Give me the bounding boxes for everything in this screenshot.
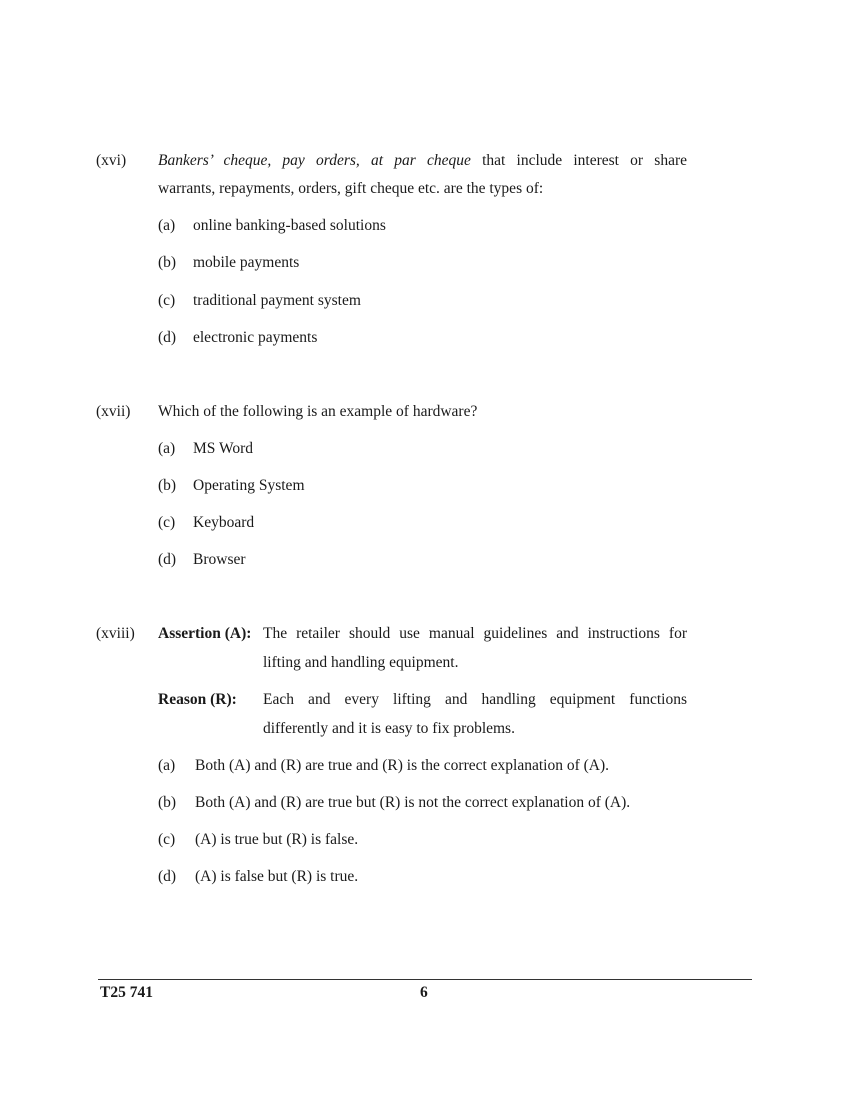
option-letter: (b): [158, 254, 177, 271]
option-text: Browser: [193, 551, 246, 568]
question-number: (xvii): [96, 403, 131, 420]
option-letter: (c): [158, 514, 176, 531]
option-letter: (a): [158, 217, 176, 234]
assertion-text-line-2: lifting and handling equipment.: [263, 654, 459, 671]
option-text: electronic payments: [193, 329, 318, 346]
option-letter: (a): [158, 440, 176, 457]
assertion-text-line-1: The retailer should use manual guidelines and instructions for: [263, 625, 687, 642]
option-text: Operating System: [193, 477, 305, 494]
reason-text-line-2: differently and it is easy to fix problems.: [263, 720, 515, 737]
assertion-label: Assertion (A):: [158, 625, 252, 642]
question-stem-line-2: warrants, repayments, orders, gift cheque etc. are the types of:: [158, 180, 544, 197]
option-letter: (d): [158, 868, 177, 885]
question-number: (xviii): [96, 625, 135, 642]
option-text: online banking-based solutions: [193, 217, 386, 234]
page-number: 6: [420, 984, 428, 1001]
option-letter: (b): [158, 477, 177, 494]
option-text: Both (A) and (R) are true and (R) is the correct explanation of (A).: [195, 757, 610, 774]
option-text: (A) is true but (R) is false.: [195, 831, 359, 848]
question-stem-text: that include interest or share: [482, 152, 687, 169]
option-text: traditional payment system: [193, 292, 361, 309]
option-text: Both (A) and (R) are true but (R) is not the correct explanation of (A).: [195, 794, 631, 811]
option-letter: (a): [158, 757, 176, 774]
option-text: (A) is false but (R) is true.: [195, 868, 359, 885]
question-number: (xvi): [96, 152, 127, 169]
option-text: mobile payments: [193, 254, 300, 271]
reason-label: Reason (R):: [158, 691, 237, 708]
option-letter: (c): [158, 831, 176, 848]
reason-text-line-1: Each and every lifting and handling equipment functions: [263, 691, 687, 708]
option-letter: (d): [158, 551, 177, 568]
footer-divider: [98, 979, 752, 980]
question-stem-italic: Bankers’ cheque, pay orders, at par cheque: [158, 152, 471, 169]
option-text: Keyboard: [193, 514, 255, 531]
paper-code: T25 741: [100, 984, 153, 1001]
option-letter: (b): [158, 794, 177, 811]
question-stem: Which of the following is an example of hardware?: [158, 403, 478, 420]
option-letter: (d): [158, 329, 177, 346]
option-text: MS Word: [193, 440, 254, 457]
option-letter: (c): [158, 292, 176, 309]
